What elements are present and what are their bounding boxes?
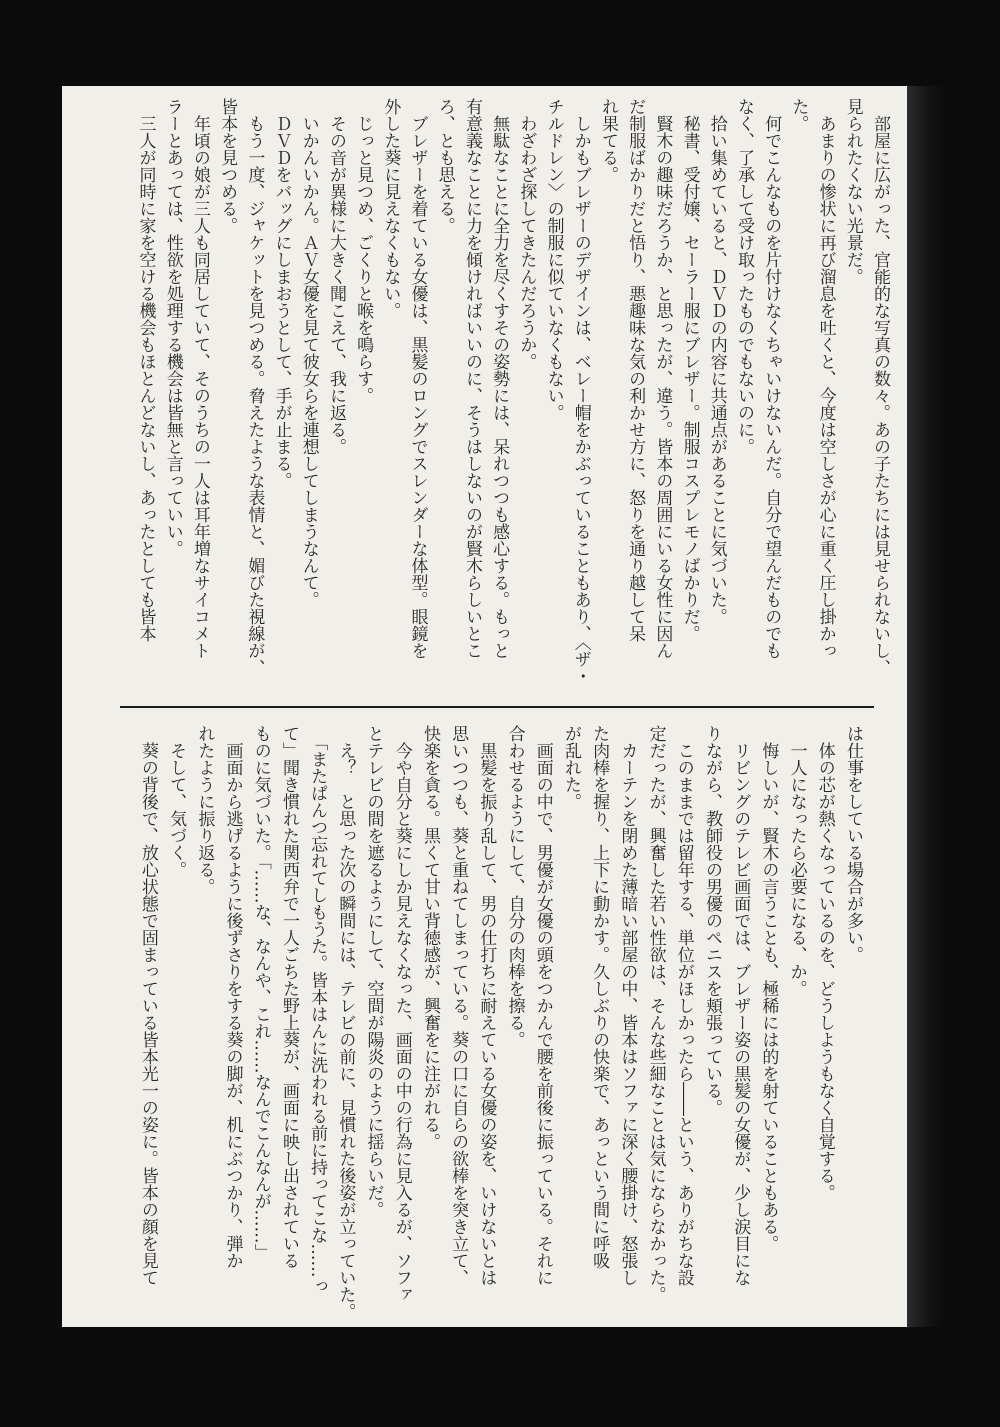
text-column: 体の芯が熱くなっているのを、どうしようもなく自覚する。: [814, 725, 835, 1201]
text-column: て」聞き慣れた関西弁で一人ごちた野上葵が、画面に映し出されている: [278, 725, 299, 1269]
text-column: 外した葵に見えなくもない。: [380, 98, 401, 319]
text-column: が乱れた。: [560, 725, 581, 810]
text-column: 拾い集めていると、ＤＶＤの内容に共通点があることに気づいた。: [706, 98, 727, 625]
text-column: 画面から逃げるように後ずさりをする葵の脚が、机にぶつかり、弾か: [222, 725, 243, 1269]
text-column: 画面の中で、男優が女優の頭をつかんで腰を前後に振っている。それに: [532, 725, 553, 1286]
text-column: 悔しいが、賢木の言うことも、極稀には的を射ていることもある。: [758, 725, 779, 1252]
text-column: 定だったが、興奮した若い性欲は、そんな些細なことは気にならなかった。: [645, 725, 666, 1303]
text-column: あまりの惨状に再び溜息を吐くと、今度は空しさが心に重く圧し掛かっ: [815, 98, 836, 659]
text-column: 一人になったら必要になる、か。: [786, 725, 807, 997]
text-column: じっと見つめ、ごくりと喉を鳴らす。: [353, 98, 374, 404]
text-column: 黒髪を振り乱して、男の仕打ちに耐えている女優の姿を、いけないとは: [476, 725, 497, 1286]
text-column: 部屋に広がった、官能的な写真の数々。あの子たちには見せられないし、: [870, 98, 890, 676]
section-divider: [120, 706, 874, 708]
text-column: だ制服ばかりだと悟り、悪趣味な気の利かせ方に、怒りを通り越して呆: [625, 98, 646, 642]
text-column: 無駄なことに全力を尽くすその姿勢には、呆れつつも感心する。もっと: [489, 98, 510, 659]
text-column: わざわざ探してきたんだろうか。: [516, 98, 537, 370]
text-column: そして、気づく。: [166, 725, 187, 878]
text-column: いかんいかん。ＡＶ女優を見て彼女らを連想してしまうなんて。: [298, 98, 319, 608]
text-column: 今や自分と葵にしか見えなくなった、画面の中の行為に見入るが、ソファ: [391, 725, 412, 1303]
text-column: 有意義なことに力を傾ければいいのに、そうはしないのが賢木らしいとこ: [461, 98, 482, 659]
text-column: ＤＶＤをバッグにしまおうとして、手が止まる。: [271, 98, 292, 489]
page-edge-shadow: [907, 86, 945, 1327]
text-column: た肉棒を握り、上下に動かす。久しぶりの快楽で、あっという間に呼吸: [589, 725, 610, 1269]
text-column: え？ と思った次の瞬間には、テレビの前に、見慣れた後姿が立っていた。: [335, 725, 356, 1320]
text-column: 快楽を貪る。黒くて甘い背徳感が、興奮をに注がれる。: [419, 725, 440, 1150]
text-column: 合わせるようにして、自分の肉棒を擦る。: [504, 725, 525, 1048]
upper-text-block: [131, 98, 893, 700]
text-column: カーテンを閉めた薄暗い部屋の中、皆本はソファに深く腰掛け、怒張し: [617, 725, 638, 1286]
text-column: りながら、教師役の男優のペニスを頬張っている。: [701, 725, 722, 1116]
text-column: なく、了承して受け取ったものでもないのに。: [733, 98, 754, 455]
scanned-page: [62, 86, 907, 1327]
text-column: 秘書、受付嬢、セーラー服にブレザー。制服コスプレモノばかりだ。: [679, 98, 700, 642]
text-column: ものに気づいた。「……な、なんや、これ……なんでこんなんが……」: [250, 725, 271, 1261]
text-column: もう一度、ジャケットを見つめる。脅えたような表情と、媚びた視線が、: [244, 98, 265, 676]
text-column: 何でこんなものを片付けなくちゃいけないんだ。自分で望んだものでも: [761, 98, 782, 659]
text-column: ろ、とも思える。: [434, 98, 455, 234]
text-column: ラーとあっては、性欲を処理する機会は皆無と言っていい。: [162, 98, 183, 557]
text-column: 見られたくない光景だ。: [842, 98, 863, 285]
text-column: 皆本を見つめる。: [217, 98, 238, 234]
text-column: は仕事をしている場合が多い。: [843, 725, 863, 963]
text-column: 年頃の娘が三人も同居していて、そのうちの一人は耳年増なサイコメト: [189, 98, 210, 659]
text-column: チルドレン〉の制服に似ていなくもない。: [543, 98, 564, 421]
text-column: とテレビの間を遮るようにして、空間が陽炎のように揺らいだ。: [363, 725, 384, 1218]
text-column: 思いつつも、葵と重ねてしまっている。葵の口に自らの欲棒を突き立て、: [448, 725, 469, 1286]
text-column: その音が異様に大きく聞こえて、我に返る。: [325, 98, 346, 455]
text-column: 三人が同時に家を空ける機会もほとんどないし、あったとしても皆本: [135, 98, 156, 642]
text-column: リビングのテレビ画面では、ブレザー姿の黒髪の女優が、少し涙目にな: [730, 725, 751, 1286]
lower-text-block: [134, 725, 867, 1327]
text-column: た。: [788, 98, 809, 132]
text-column: 賢木の趣味だろうか、と思ったが、違う。皆本の周囲にいる女性に因ん: [652, 98, 673, 659]
text-column: 「またぱんつ忘れてしもうた。皆本はんに洗われる前に持ってこな……っ: [307, 725, 328, 1295]
text-column: 葵の背後で、放心状態で固まっている皆本光一の姿に。皆本の顔を見て: [137, 725, 158, 1286]
text-column: れ果てる。: [597, 98, 618, 183]
text-column: しかもブレザーのデザインは、ベレー帽をかぶっていることもあり、〈ザ・: [570, 98, 591, 685]
text-column: れたように振り返る。: [194, 725, 215, 895]
text-column: このままでは留年する、単位がほしかったら――という、ありがちな設: [673, 725, 694, 1286]
text-column: ブレザーを着ている女優は、黒髪のロングでスレンダーな体型。眼鏡を: [407, 98, 428, 659]
